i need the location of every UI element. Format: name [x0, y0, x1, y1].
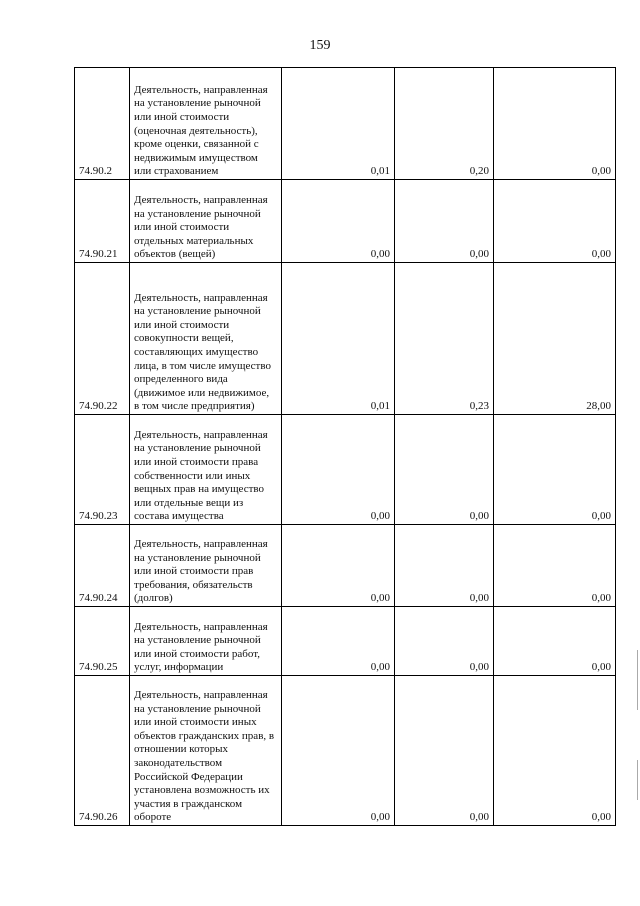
row-description: Деятельность, направленная на установление рыночной или иной стоимости отдельных материальных объектов (вещей) [130, 180, 282, 263]
row-value-1: 0,00 [282, 676, 395, 826]
row-value-2: 0,00 [395, 415, 494, 525]
row-code: 74.90.26 [75, 676, 130, 826]
row-code: 74.90.25 [75, 607, 130, 676]
row-description: Деятельность, направленная на установление рыночной или иной стоимости иных объектов гражданских прав, в отношении которых законодательством Российской Федерации установлена возможность их участия в гражданском обороте [130, 676, 282, 826]
row-value-3: 0,00 [494, 415, 616, 525]
table-row [75, 676, 616, 826]
row-value-3: 0,00 [494, 607, 616, 676]
row-value-3: 0,00 [494, 525, 616, 607]
row-value-1: 0,01 [282, 263, 395, 415]
row-code: 74.90.24 [75, 525, 130, 607]
scan-edge-mark [637, 760, 638, 800]
row-value-2: 0,00 [395, 607, 494, 676]
activity-table [74, 67, 616, 826]
row-code: 74.90.23 [75, 415, 130, 525]
row-value-2: 0,20 [395, 68, 494, 180]
table-row [75, 607, 616, 676]
row-value-3: 0,00 [494, 68, 616, 180]
table-row [75, 263, 616, 415]
table-row [75, 68, 616, 180]
row-description: Деятельность, направленная на установление рыночной или иной стоимости работ, услуг, информации [130, 607, 282, 676]
row-description: Деятельность, направленная на установление рыночной или иной стоимости прав требования, обязательств (долгов) [130, 525, 282, 607]
row-value-3: 0,00 [494, 676, 616, 826]
row-value-2: 0,23 [395, 263, 494, 415]
row-description: Деятельность, направленная на установление рыночной или иной стоимости (оценочная деятельность), кроме оценки, связанной с недвижимым имуществом или страхованием [130, 68, 282, 180]
row-value-2: 0,00 [395, 525, 494, 607]
row-value-1: 0,00 [282, 607, 395, 676]
row-value-3: 0,00 [494, 180, 616, 263]
table-row [75, 415, 616, 525]
page-number: 159 [309, 38, 331, 53]
row-description: Деятельность, направленная на установление рыночной или иной стоимости права собственности или иных вещных прав на имущество или отдельные вещи из состава имущества [130, 415, 282, 525]
row-value-1: 0,00 [282, 525, 395, 607]
row-value-1: 0,00 [282, 180, 395, 263]
scan-edge-mark [637, 650, 638, 710]
row-value-2: 0,00 [395, 676, 494, 826]
row-value-2: 0,00 [395, 180, 494, 263]
row-code: 74.90.21 [75, 180, 130, 263]
row-description: Деятельность, направленная на установление рыночной или иной стоимости совокупности вещей, составляющих имущество лица, в том числе имущество определенного вида (движимое или недвижимое, в том числе предприятия) [130, 263, 282, 415]
row-code: 74.90.2 [75, 68, 130, 180]
table-row [75, 525, 616, 607]
row-value-1: 0,00 [282, 415, 395, 525]
row-value-3: 28,00 [494, 263, 616, 415]
table-row [75, 180, 616, 263]
row-value-1: 0,01 [282, 68, 395, 180]
row-code: 74.90.22 [75, 263, 130, 415]
